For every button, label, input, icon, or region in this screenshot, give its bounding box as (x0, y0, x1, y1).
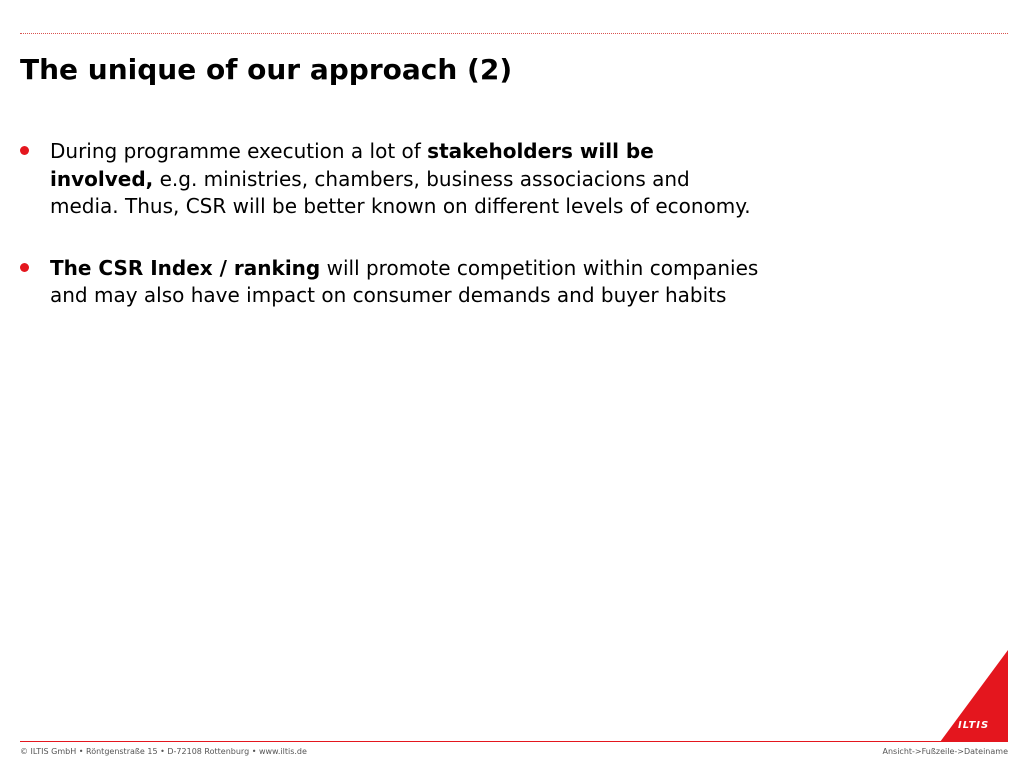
bullet-text (50, 256, 758, 308)
footer-divider (20, 741, 1008, 742)
bullet-item-csr-index (20, 255, 760, 310)
bullet-text-part: will promote competition within companies and may also have impact on consumer demands and buyer habits (50, 255, 759, 307)
bullet-dot-icon (20, 146, 29, 155)
footer-address: © ILTIS GmbH • Röntgenstraße 15 • D-72108 Rottenburg • www.iltis.de (20, 747, 307, 756)
logo-text: ILTIS (958, 720, 990, 731)
bullet-text-bold: stakeholders will be involved, (50, 139, 654, 191)
footer-filename: Ansicht->Fußzeile->Dateiname (882, 747, 1008, 756)
bullet-text-part: During programme execution a lot of (50, 139, 428, 163)
slide-title: The unique of our approach (2) (20, 53, 513, 86)
bullet-text-part: e.g. ministries, chambers, business associacions and media. Thus, CSR will be better known on different levels of economy. (50, 166, 751, 218)
iltis-logo (940, 650, 1008, 742)
bullet-text (50, 139, 751, 218)
bullet-text-bold: The CSR Index / ranking (50, 255, 321, 280)
bullet-item-stakeholders (20, 138, 760, 221)
bullet-list (20, 138, 760, 344)
bullet-dot-icon (20, 263, 29, 272)
top-dotted-divider (20, 33, 1008, 34)
